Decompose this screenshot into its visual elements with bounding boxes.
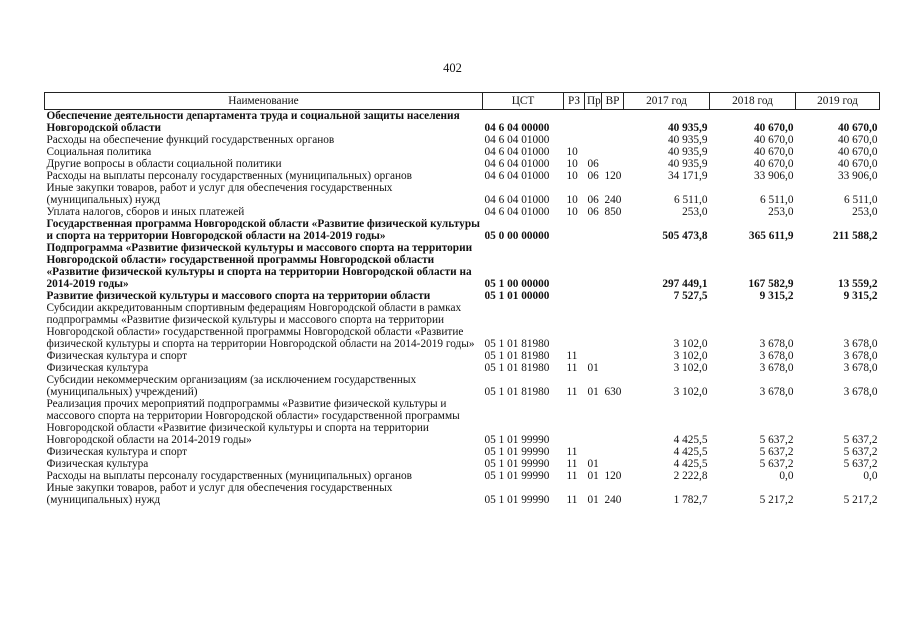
row-amount-2017: 3 102,0	[673, 338, 708, 350]
row-rz: 10	[566, 158, 578, 170]
row-amount-2018: 365 611,9	[748, 230, 794, 242]
row-amount-2018: 40 670,0	[753, 146, 794, 158]
row-name: Субсидии аккредитованным спортивным федерациям Новгородской области в рамках подпрограммы «Развитие физической культуры и массового спорта на территории Новгородской области» государственной программы Новгородской области «Развитие физической культуры и спорта на территории Новгородской области на 2014-2019 годы»	[46, 302, 475, 350]
row-pr: 06	[587, 158, 599, 170]
page-number: 402	[443, 61, 462, 75]
row-rz	[564, 302, 585, 350]
row-vr: 850	[604, 206, 622, 218]
row-vr	[602, 446, 624, 458]
table-row	[45, 470, 880, 482]
row-name: Обеспечение деятельности департамента труда и социальной защиты населения Новгородской области	[46, 110, 460, 134]
row-amount-2018: 5 217,2	[759, 494, 794, 506]
column-header-2019: 2019 год	[796, 93, 880, 110]
row-amount-2018: 40 670,0	[753, 122, 794, 134]
row-name: Социальная политика	[46, 146, 152, 158]
row-rz: 11	[566, 470, 578, 482]
row-name: Субсидии некоммерческим организациям (за исключением государственных (муниципальных) учреждений)	[46, 374, 417, 398]
row-amount-2017: 4 425,5	[673, 446, 708, 458]
row-vr	[602, 350, 624, 362]
row-amount-2017: 40 935,9	[667, 158, 708, 170]
row-rz	[564, 134, 585, 146]
row-rz: 10	[566, 146, 578, 158]
row-amount-2017: 505 473,8	[662, 230, 708, 242]
table-row	[45, 482, 880, 506]
row-rz: 11	[566, 494, 578, 506]
row-amount-2017: 3 102,0	[673, 350, 708, 362]
row-cst: 05 1 01 81980	[484, 338, 550, 350]
table-row	[45, 242, 880, 290]
row-amount-2017: 3 102,0	[673, 386, 708, 398]
table-row	[45, 374, 880, 398]
row-amount-2019: 5 637,2	[843, 458, 878, 470]
table-header-row	[45, 93, 880, 110]
table-row	[45, 302, 880, 350]
row-amount-2019: 33 906,0	[837, 170, 878, 182]
column-header-pr: Пр	[585, 93, 602, 110]
row-amount-2017: 7 527,5	[673, 290, 708, 302]
row-name: Физическая культура	[46, 458, 149, 470]
row-amount-2019: 5 637,2	[843, 434, 878, 446]
row-name: Расходы на выплаты персоналу государственных (муниципальных) органов	[46, 470, 412, 482]
row-cst: 04 6 04 00000	[484, 122, 550, 134]
row-cst: 05 1 01 99990	[484, 434, 550, 446]
row-name: Подпрограмма «Развитие физической культуры и массового спорта на территории Новгородской области» государственной программы Новгородской области «Развитие физической культуры и спорта на территории Новгородской области на 2014-2019 годы»	[46, 242, 473, 290]
row-amount-2018: 5 637,2	[759, 434, 794, 446]
row-vr	[602, 302, 624, 350]
row-amount-2019: 3 678,0	[843, 362, 878, 374]
row-vr	[602, 362, 624, 374]
table-row	[45, 290, 880, 302]
row-amount-2017: 253,0	[682, 206, 708, 218]
row-name: Физическая культура и спорт	[46, 446, 188, 458]
row-name: Реализация прочих мероприятий подпрограммы «Развитие физической культуры и массового спорта на территории Новгородской области» государственной программы Новгородской области «Развитие физической культуры и спорта на территории Новгородской области на 2014-2019 годы»	[46, 398, 460, 446]
row-amount-2019: 40 670,0	[837, 158, 878, 170]
column-header-vr: ВР	[602, 93, 624, 110]
row-pr: 01	[587, 494, 599, 506]
row-rz: 11	[566, 350, 578, 362]
row-name: Расходы на выплаты персоналу государственных (муниципальных) органов	[46, 170, 412, 182]
row-vr: 240	[604, 494, 622, 506]
row-pr: 06	[587, 194, 599, 206]
table-row	[45, 134, 880, 146]
row-rz: 10	[566, 170, 578, 182]
row-amount-2019: 9 315,2	[843, 290, 878, 302]
row-amount-2017: 2 222,8	[673, 470, 708, 482]
row-vr: 120	[604, 470, 622, 482]
row-vr: 240	[604, 194, 622, 206]
row-amount-2018: 253,0	[768, 206, 794, 218]
row-cst: 04 6 04 01000	[484, 158, 550, 170]
row-pr: 01	[587, 470, 599, 482]
row-amount-2017: 4 425,5	[673, 458, 708, 470]
row-rz	[564, 242, 585, 290]
table-row	[45, 158, 880, 170]
row-amount-2019: 13 559,2	[837, 278, 878, 290]
row-pr	[585, 134, 602, 146]
row-amount-2017: 1 782,7	[673, 494, 708, 506]
row-amount-2018: 5 637,2	[759, 458, 794, 470]
column-header-2018: 2018 год	[710, 93, 796, 110]
column-header-name: Наименование	[45, 93, 483, 110]
row-cst: 05 1 00 00000	[484, 278, 550, 290]
table-row	[45, 458, 880, 470]
row-amount-2018: 3 678,0	[759, 350, 794, 362]
table-row	[45, 170, 880, 182]
row-pr	[585, 302, 602, 350]
row-cst: 05 1 01 99990	[484, 458, 550, 470]
row-amount-2019: 40 670,0	[837, 146, 878, 158]
row-vr	[602, 458, 624, 470]
row-rz: 11	[566, 446, 578, 458]
row-amount-2019: 40 670,0	[837, 134, 878, 146]
row-amount-2019: 211 588,2	[832, 230, 878, 242]
row-cst: 05 1 01 00000	[484, 290, 550, 302]
row-pr	[585, 146, 602, 158]
row-amount-2018: 0,0	[779, 470, 794, 482]
row-cst: 04 6 04 01000	[484, 206, 550, 218]
row-amount-2017: 297 449,1	[662, 278, 708, 290]
table-row	[45, 146, 880, 158]
row-rz	[564, 290, 585, 302]
column-header-cst: ЦСТ	[483, 93, 564, 110]
table-row	[45, 206, 880, 218]
row-amount-2019: 3 678,0	[843, 338, 878, 350]
row-vr	[602, 218, 624, 242]
row-amount-2018: 40 670,0	[753, 158, 794, 170]
row-amount-2017: 40 935,9	[667, 146, 708, 158]
row-amount-2019: 3 678,0	[843, 350, 878, 362]
table-body	[45, 110, 880, 507]
column-header-2017: 2017 год	[624, 93, 710, 110]
row-name: Иные закупки товаров, работ и услуг для обеспечения государственных (муниципальных) нужд	[46, 482, 393, 506]
row-pr	[585, 110, 602, 135]
table-row	[45, 110, 880, 135]
row-pr: 06	[587, 170, 599, 182]
row-amount-2018: 3 678,0	[759, 362, 794, 374]
row-cst: 04 6 04 01000	[484, 170, 550, 182]
row-amount-2018: 3 678,0	[759, 338, 794, 350]
column-header-rz: РЗ	[564, 93, 585, 110]
table-row	[45, 362, 880, 374]
row-amount-2019: 3 678,0	[843, 386, 878, 398]
row-rz: 11	[566, 458, 578, 470]
row-amount-2019: 40 670,0	[837, 122, 878, 134]
row-amount-2018: 9 315,2	[759, 290, 794, 302]
row-pr	[585, 242, 602, 290]
row-cst: 05 1 01 81980	[484, 350, 550, 362]
row-name: Развитие физической культуры и массового спорта на территории области	[46, 290, 431, 302]
table-row	[45, 182, 880, 206]
row-amount-2019: 5 637,2	[843, 446, 878, 458]
row-vr	[602, 242, 624, 290]
table-row	[45, 398, 880, 446]
row-pr	[585, 398, 602, 446]
row-vr	[602, 158, 624, 170]
row-amount-2017: 6 511,0	[674, 194, 708, 206]
row-cst: 05 1 01 81980	[484, 386, 550, 398]
row-name: Физическая культура и спорт	[46, 350, 188, 362]
row-amount-2019: 253,0	[852, 206, 878, 218]
row-name: Расходы на обеспечение функций государственных органов	[46, 134, 335, 146]
row-vr	[602, 398, 624, 446]
table-row	[45, 218, 880, 242]
row-pr	[585, 290, 602, 302]
row-name: Уплата налогов, сборов и иных платежей	[46, 206, 245, 218]
row-pr: 01	[587, 458, 599, 470]
budget-table	[44, 92, 880, 506]
row-pr: 01	[587, 386, 599, 398]
row-amount-2019: 5 217,2	[843, 494, 878, 506]
row-amount-2018: 40 670,0	[753, 134, 794, 146]
row-rz	[564, 398, 585, 446]
row-rz	[564, 218, 585, 242]
row-vr	[602, 110, 624, 135]
row-amount-2017: 4 425,5	[673, 434, 708, 446]
row-amount-2018: 3 678,0	[759, 386, 794, 398]
row-vr	[602, 134, 624, 146]
row-cst: 05 1 01 81980	[484, 362, 550, 374]
row-amount-2018: 33 906,0	[753, 170, 794, 182]
row-amount-2019: 6 511,0	[844, 194, 878, 206]
row-name: Иные закупки товаров, работ и услуг для обеспечения государственных (муниципальных) нужд	[46, 182, 393, 206]
row-cst: 05 1 01 99990	[484, 446, 550, 458]
row-rz: 11	[566, 362, 578, 374]
row-cst: 04 6 04 01000	[484, 134, 550, 146]
row-vr: 630	[604, 386, 622, 398]
row-rz: 10	[566, 206, 578, 218]
row-pr	[585, 350, 602, 362]
row-name: Другие вопросы в области социальной политики	[46, 158, 282, 170]
row-amount-2017: 34 171,9	[667, 170, 708, 182]
row-amount-2018: 167 582,9	[748, 278, 794, 290]
row-rz: 10	[566, 194, 578, 206]
row-pr	[585, 218, 602, 242]
row-pr	[585, 446, 602, 458]
row-amount-2018: 5 637,2	[759, 446, 794, 458]
row-pr: 01	[587, 362, 599, 374]
row-cst: 05 0 00 00000	[484, 230, 550, 242]
row-rz	[564, 110, 585, 135]
row-cst: 04 6 04 01000	[484, 194, 550, 206]
row-amount-2017: 40 935,9	[667, 122, 708, 134]
table-row	[45, 446, 880, 458]
row-amount-2019: 0,0	[863, 470, 878, 482]
row-vr: 120	[604, 170, 622, 182]
table-row	[45, 350, 880, 362]
row-amount-2018: 6 511,0	[760, 194, 794, 206]
row-cst: 05 1 01 99990	[484, 494, 550, 506]
row-amount-2017: 40 935,9	[667, 134, 708, 146]
row-cst: 05 1 01 99990	[484, 470, 550, 482]
row-rz: 11	[566, 386, 578, 398]
row-vr	[602, 146, 624, 158]
row-name: Физическая культура	[46, 362, 149, 374]
row-vr	[602, 290, 624, 302]
row-cst: 04 6 04 01000	[484, 146, 550, 158]
row-amount-2017: 3 102,0	[673, 362, 708, 374]
row-pr: 06	[587, 206, 599, 218]
row-name: Государственная программа Новгородской области «Развитие физической культуры и спорта на территории Новгородской области на 2014-2019 годы»	[46, 218, 480, 242]
